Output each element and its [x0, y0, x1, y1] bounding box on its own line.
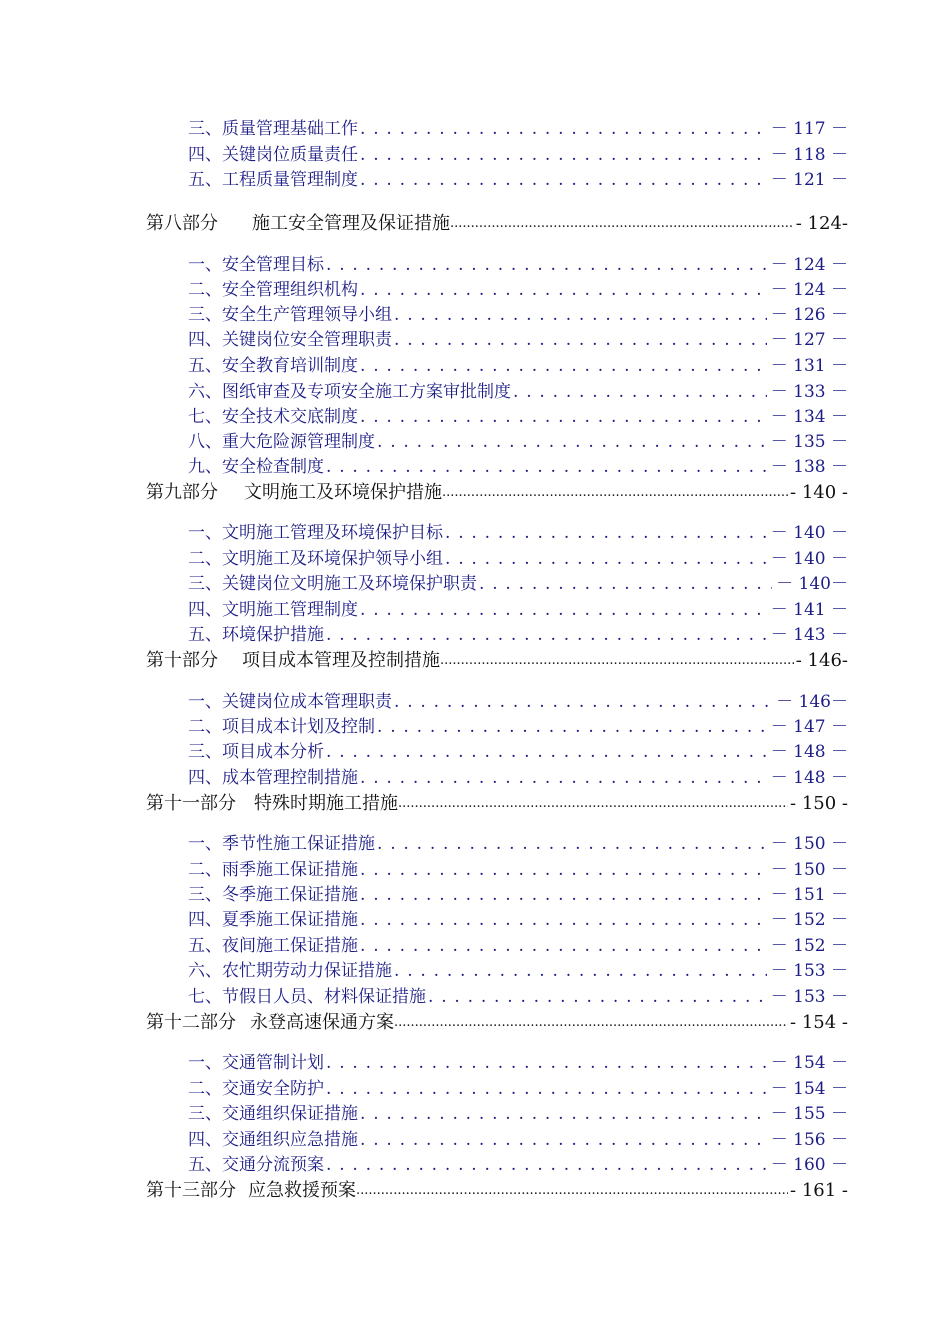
toc-section-entry[interactable]: [188, 572, 848, 596]
toc-section-label: 六、农忙期劳动力保证措施: [188, 961, 392, 981]
toc-section-label: 一、交通管制计划: [188, 1053, 324, 1073]
toc-part-label: [146, 1179, 356, 1203]
toc-page-number: － 154 －: [770, 1079, 848, 1099]
dot-leader: [358, 354, 767, 378]
toc-section-label: 三、关键岗位文明施工及环境保护职责: [188, 574, 477, 594]
toc-part-title: 文明施工及环境保护措施: [244, 482, 442, 503]
toc-section-label: 五、夜间施工保证措施: [188, 936, 358, 956]
toc-page-number: － 124 －: [770, 280, 848, 300]
toc-section-label: 四、关键岗位安全管理职责: [188, 330, 392, 350]
toc-section-entry[interactable]: [188, 934, 848, 958]
toc-section-entry[interactable]: [188, 766, 848, 790]
dot-leader: [398, 792, 788, 816]
toc-page-number: － 143 －: [770, 625, 848, 645]
dot-leader: [324, 1051, 767, 1075]
dot-leader: [443, 547, 767, 571]
toc-page-number: － 156 －: [770, 1130, 848, 1150]
toc-section-label: 四、关键岗位质量责任: [188, 145, 358, 165]
toc-section-label: 一、文明施工管理及环境保护目标: [188, 523, 443, 543]
toc-section-entry[interactable]: [188, 430, 848, 454]
toc-part-title: 应急救援预案: [248, 1180, 356, 1201]
toc-page-number: － 140－: [776, 574, 848, 594]
dot-leader: [375, 832, 767, 856]
toc-part-number: 第十三部分: [146, 1180, 236, 1201]
toc-page-number: － 153 －: [770, 961, 848, 981]
toc-section-label: 四、交通组织应急措施: [188, 1130, 358, 1150]
toc-part-label: [146, 212, 450, 236]
toc-section-label: 五、环境保护措施: [188, 625, 324, 645]
dot-leader: [450, 212, 794, 236]
toc-page-number: － 117 －: [770, 119, 848, 139]
dot-leader: [426, 985, 767, 1009]
toc-section-entry[interactable]: [188, 1051, 848, 1075]
toc-page-number: － 135 －: [770, 432, 848, 452]
toc-part-title: 永登高速保通方案: [250, 1012, 394, 1033]
dot-leader: [324, 1077, 767, 1101]
toc-part-entry[interactable]: [146, 649, 848, 673]
toc-section-entry[interactable]: [188, 858, 848, 882]
toc-page-number: － 138 －: [770, 457, 848, 477]
toc-section-label: 四、文明施工管理制度: [188, 600, 358, 620]
toc-section-entry[interactable]: [188, 328, 848, 352]
toc-section-label: 一、关键岗位成本管理职责: [188, 692, 392, 712]
toc-page-number: － 118 －: [770, 145, 848, 165]
dot-leader: [440, 649, 794, 673]
toc-section-label: 二、安全管理组织机构: [188, 280, 358, 300]
toc-page-number: － 140 －: [770, 523, 848, 543]
toc-section-label: 六、图纸审查及专项安全施工方案审批制度: [188, 382, 511, 402]
toc-section-label: 四、成本管理控制措施: [188, 768, 358, 788]
dot-leader: [477, 572, 772, 596]
toc-section-entry[interactable]: [188, 740, 848, 764]
toc-section-entry[interactable]: [188, 278, 848, 302]
toc-section-label: 三、质量管理基础工作: [188, 119, 358, 139]
toc-part-entry[interactable]: [146, 1179, 848, 1203]
toc-part-entry[interactable]: [146, 481, 848, 505]
dot-leader: [511, 380, 767, 404]
toc-section-entry[interactable]: [188, 1102, 848, 1126]
toc-section-entry[interactable]: [188, 1128, 848, 1152]
toc-page-number: － 121 －: [770, 170, 848, 190]
toc-section-label: 三、交通组织保证措施: [188, 1104, 358, 1124]
toc-section-entry[interactable]: [188, 832, 848, 856]
toc-page-number: - 154 -: [790, 1012, 848, 1033]
toc-section-entry[interactable]: [188, 253, 848, 277]
toc-part-number: 第十一部分: [146, 793, 236, 814]
toc-page-number: － 155 －: [770, 1104, 848, 1124]
toc-section-entry[interactable]: [188, 598, 848, 622]
toc-part-label: [146, 481, 442, 505]
toc-section-label: 二、交通安全防护: [188, 1079, 324, 1099]
toc-section-entry[interactable]: [188, 883, 848, 907]
dot-leader: [443, 521, 767, 545]
toc-page-number: － 140 －: [770, 549, 848, 569]
dot-leader: [358, 934, 767, 958]
toc-section-label: 七、安全技术交底制度: [188, 407, 358, 427]
toc-section-entry[interactable]: [188, 959, 848, 983]
dot-leader: [358, 278, 767, 302]
toc-section-entry[interactable]: [188, 1077, 848, 1101]
toc-part-number: 第十二部分: [146, 1012, 236, 1033]
dot-leader: [392, 328, 767, 352]
dot-leader: [358, 117, 767, 141]
toc-section-label: 三、冬季施工保证措施: [188, 885, 358, 905]
toc-page-number: － 152 －: [770, 936, 848, 956]
toc-section-label: 二、项目成本计划及控制: [188, 717, 375, 737]
toc-section-entry[interactable]: [188, 168, 848, 192]
toc-page-number: - 124-: [795, 213, 848, 234]
toc-section-label: 四、夏季施工保证措施: [188, 910, 358, 930]
toc-page-number: － 126 －: [770, 305, 848, 325]
toc-section-label: 三、项目成本分析: [188, 742, 324, 762]
dot-leader: [375, 430, 767, 454]
toc-part-title: 项目成本管理及控制措施: [242, 650, 440, 671]
toc-page-number: － 150 －: [770, 834, 848, 854]
toc-section-entry[interactable]: [188, 690, 848, 714]
toc-section-entry[interactable]: [188, 547, 848, 571]
dot-leader: [394, 1011, 788, 1035]
toc-section-label: 二、雨季施工保证措施: [188, 860, 358, 880]
toc-part-title: 特殊时期施工措施: [254, 793, 398, 814]
dot-leader: [358, 908, 767, 932]
toc-section-entry[interactable]: [188, 985, 848, 1009]
toc-section-label: 五、交通分流预案: [188, 1155, 324, 1175]
toc-section-entry[interactable]: [188, 1153, 848, 1177]
toc-page-number: － 146－: [776, 692, 848, 712]
dot-leader: [392, 959, 767, 983]
toc-section-entry[interactable]: [188, 143, 848, 167]
dot-leader: [324, 253, 767, 277]
toc-page-number: － 148 －: [770, 768, 848, 788]
dot-leader: [356, 1179, 788, 1203]
toc-section-entry[interactable]: [188, 623, 848, 647]
dot-leader: [358, 858, 767, 882]
dot-leader: [358, 766, 767, 790]
dot-leader: [358, 1128, 767, 1152]
dot-leader: [442, 481, 788, 505]
dot-leader: [324, 455, 767, 479]
toc-page-number: － 148 －: [770, 742, 848, 762]
toc-page-number: － 151 －: [770, 885, 848, 905]
toc-section-label: 八、重大危险源管理制度: [188, 432, 375, 452]
toc-section-entry[interactable]: [188, 405, 848, 429]
toc-page-number: － 147 －: [770, 717, 848, 737]
dot-leader: [324, 1153, 767, 1177]
toc-page-number: － 152 －: [770, 910, 848, 930]
toc-page-number: － 150 －: [770, 860, 848, 880]
toc-page-number: － 154 －: [770, 1053, 848, 1073]
toc-part-number: 第九部分: [146, 482, 218, 503]
toc-page-number: - 150 -: [790, 793, 848, 814]
dot-leader: [358, 168, 767, 192]
toc-section-entry[interactable]: [188, 380, 848, 404]
toc-page-number: - 140 -: [790, 482, 848, 503]
toc-page-number: - 161 -: [790, 1180, 848, 1201]
toc-part-label: [146, 792, 398, 816]
dot-leader: [358, 1102, 767, 1126]
toc-page-number: － 131 －: [770, 356, 848, 376]
dot-leader: [358, 883, 767, 907]
toc-page-number: - 146-: [795, 650, 848, 671]
toc-page-number: － 141 －: [770, 600, 848, 620]
toc-section-entry[interactable]: [188, 117, 848, 141]
toc-section-entry[interactable]: [188, 715, 848, 739]
toc-section-entry[interactable]: [188, 521, 848, 545]
dot-leader: [392, 303, 767, 327]
toc-part-label: [146, 1011, 394, 1035]
toc-section-label: 三、安全生产管理领导小组: [188, 305, 392, 325]
toc-page-number: － 134 －: [770, 407, 848, 427]
toc-part-title: 施工安全管理及保证措施: [252, 213, 450, 234]
toc-page-number: － 127 －: [770, 330, 848, 350]
toc-section-label: 一、季节性施工保证措施: [188, 834, 375, 854]
toc-section-entry[interactable]: [188, 908, 848, 932]
toc-section-label: 五、安全教育培训制度: [188, 356, 358, 376]
toc-page-number: － 160 －: [770, 1155, 848, 1175]
dot-leader: [392, 690, 772, 714]
dot-leader: [324, 623, 767, 647]
toc-page-number: － 133 －: [770, 382, 848, 402]
toc-part-number: 第十部分: [146, 650, 218, 671]
toc-part-entry[interactable]: [146, 1011, 848, 1035]
dot-leader: [375, 715, 767, 739]
dot-leader: [358, 598, 767, 622]
toc-section-entry[interactable]: [188, 354, 848, 378]
toc-section-label: 一、安全管理目标: [188, 255, 324, 275]
toc-section-label: 二、文明施工及环境保护领导小组: [188, 549, 443, 569]
toc-part-entry[interactable]: [146, 792, 848, 816]
toc-part-number: 第八部分: [146, 213, 218, 234]
dot-leader: [358, 405, 767, 429]
toc-page-number: － 153 －: [770, 987, 848, 1007]
toc-section-entry[interactable]: [188, 455, 848, 479]
dot-leader: [324, 740, 767, 764]
toc-section-label: 五、工程质量管理制度: [188, 170, 358, 190]
toc-section-entry[interactable]: [188, 303, 848, 327]
toc-part-entry[interactable]: [146, 212, 848, 236]
dot-leader: [358, 143, 767, 167]
toc-page-number: － 124 －: [770, 255, 848, 275]
toc-section-label: 九、安全检查制度: [188, 457, 324, 477]
toc-section-label: 七、节假日人员、材料保证措施: [188, 987, 426, 1007]
toc-part-label: [146, 649, 440, 673]
